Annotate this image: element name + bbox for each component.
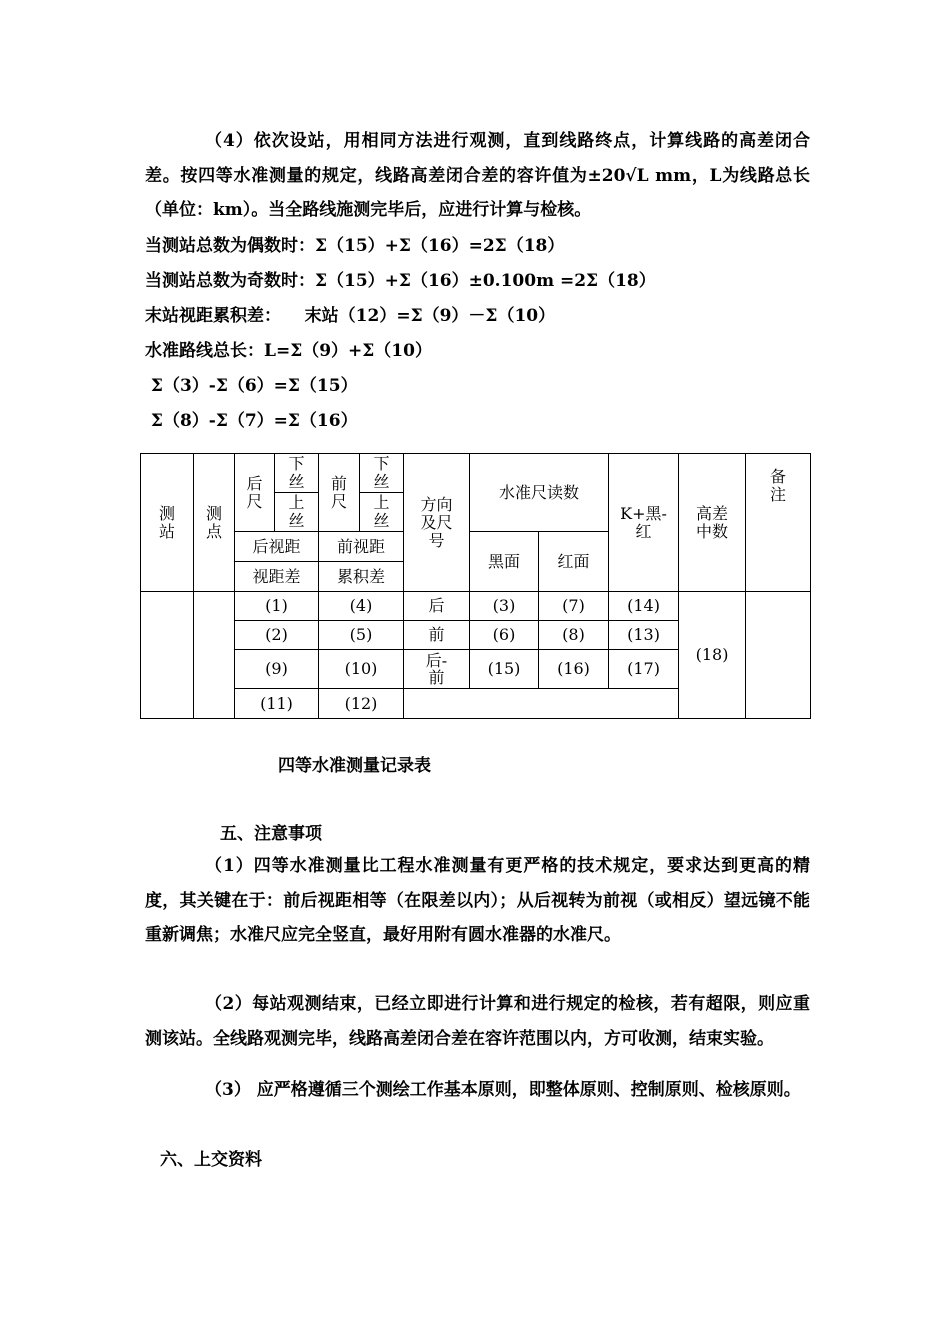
header-reading: 水准尺读数	[470, 454, 609, 532]
header-front-upper-wire: 上丝	[360, 493, 404, 532]
formula-sum-16: Σ（8）-Σ（7）=Σ（16）	[145, 411, 358, 431]
cell-black: (15)	[470, 650, 539, 689]
header-back-ruler: 后尺	[235, 454, 275, 532]
cell-mean: (18)	[679, 592, 746, 719]
header-front-distance: 前视距	[319, 532, 404, 562]
header-back-upper-wire: 上丝	[275, 493, 319, 532]
note-1: （1）四等水准测量比工程水准测量有更严格的技术规定，要求达到更高的精度，其关键在于：前后视距相等（在限差以内）；从后视转为前视（或相反）望远镜不能重新调焦；水准尺应完全竖直，最好用附有圆水准器的水准尺。	[145, 856, 810, 945]
header-front-lower-wire: 下丝	[360, 454, 404, 493]
formula-last-station: 末站视距累积差： 末站（12）=Σ（9）－Σ（10）	[145, 306, 556, 326]
header-remark: 备注	[746, 454, 811, 592]
cell-back: (2)	[235, 621, 319, 650]
cell-empty	[404, 689, 679, 719]
formula-odd: 当测站总数为奇数时：Σ（15）+Σ（16）±0.100m =2Σ（18）	[145, 271, 656, 291]
header-red-face: 红面	[539, 532, 609, 592]
table-row	[141, 592, 811, 621]
leveling-record-table	[140, 453, 811, 719]
header-black-face: 黑面	[470, 532, 539, 592]
note-3: （3） 应严格遵循三个测绘工作基本原则，即整体原则、控制原则、检核原则。	[205, 1080, 801, 1100]
section-heading-submit: 六、上交资料	[160, 1150, 262, 1170]
cell-red: (16)	[539, 650, 609, 689]
cell-back: (11)	[235, 689, 319, 719]
cell-front: (4)	[319, 592, 404, 621]
cell-black: (6)	[470, 621, 539, 650]
paragraph-step4: （4）依次设站，用相同方法进行观测，直到线路终点，计算线路的高差闭合差。按四等水准测量的规定，线路高差闭合差的容许值为±20√L mm，L为线路总长（单位：km）。当全路线施测完毕后，应进行计算与检核。	[145, 131, 810, 220]
cell-front: (12)	[319, 689, 404, 719]
cell-remark	[746, 592, 811, 719]
header-accum-diff: 累积差	[319, 562, 404, 592]
cell-direction: 后	[404, 592, 470, 621]
cell-front: (5)	[319, 621, 404, 650]
header-mean-diff: 高差中数	[679, 454, 746, 592]
cell-k: (13)	[609, 621, 679, 650]
station-cell	[141, 592, 194, 719]
formula-route-length: 水准路线总长：L=Σ（9）+Σ（10）	[145, 341, 432, 361]
note-2: （2）每站观测结束，已经立即进行计算和进行规定的检核，若有超限，则应重测该站。全线路观测完毕，线路高差闭合差在容许范围以内，方可收测，结束实验。	[145, 994, 810, 1049]
cell-direction: 前	[404, 621, 470, 650]
header-k: K+黑-红	[609, 454, 679, 592]
cell-front: (10)	[319, 650, 404, 689]
header-back-distance: 后视距	[235, 532, 319, 562]
cell-back: (9)	[235, 650, 319, 689]
cell-back: (1)	[235, 592, 319, 621]
cell-k: (14)	[609, 592, 679, 621]
table-caption: 四等水准测量记录表	[278, 756, 431, 776]
formula-even: 当测站总数为偶数时：Σ（15）+Σ（16）=2Σ（18）	[145, 236, 565, 256]
cell-red: (8)	[539, 621, 609, 650]
cell-k: (17)	[609, 650, 679, 689]
section-heading-notes: 五、注意事项	[220, 824, 322, 844]
formula-sum-15: Σ（3）-Σ（6）=Σ（15）	[145, 376, 358, 396]
header-station: 测站	[141, 454, 194, 592]
point-cell	[194, 592, 235, 719]
cell-black: (3)	[470, 592, 539, 621]
header-distance-diff: 视距差	[235, 562, 319, 592]
cell-red: (7)	[539, 592, 609, 621]
cell-direction: 后-前	[404, 650, 470, 689]
header-direction: 方向及尺号	[404, 454, 470, 592]
header-front-ruler: 前尺	[319, 454, 360, 532]
header-point: 测点	[194, 454, 235, 592]
header-back-lower-wire: 下丝	[275, 454, 319, 493]
